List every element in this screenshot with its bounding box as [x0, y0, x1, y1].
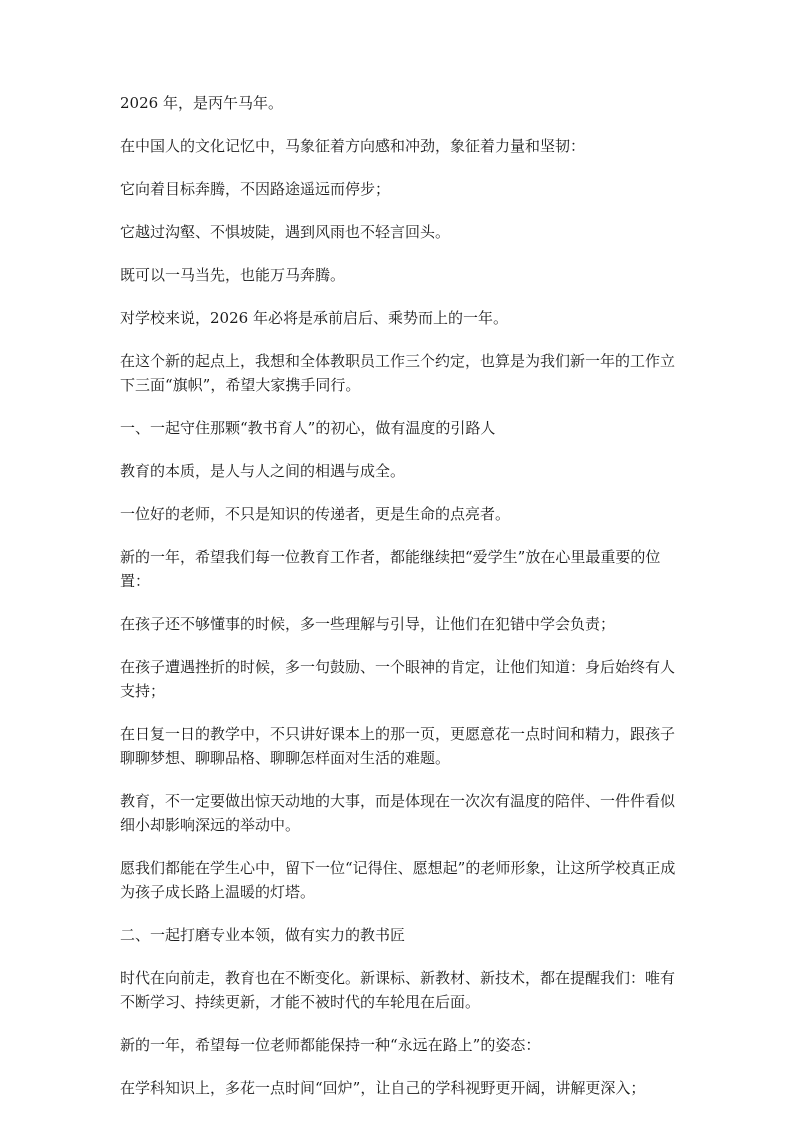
paragraph-horse-perseverance: 它越过沟壑、不惧坡陡，遇到风雨也不轻言回头。: [120, 223, 451, 241]
paragraph-horse-gallop: 它向着目标奔腾，不因路途遥远而停步；: [120, 180, 391, 198]
paragraph-horse-leading: 既可以一马当先，也能万马奔腾。: [120, 266, 346, 284]
paragraph-horse-symbolism: 在中国人的文化记忆中，马象征着方向感和冲劲，象征着力量和坚韧：: [120, 137, 586, 155]
section-heading-one: 一、一起守住那颗“教书育人”的初心，做有温度的引路人: [120, 419, 496, 437]
paragraph-school-year: 对学校来说，2026 年必将是承前启后、乘势而上的一年。: [120, 309, 508, 327]
paragraph-subject-knowledge: 在学科知识上，多花一点时间“回炉”，让自己的学科视野更开阔，讲解更深入；: [120, 1079, 646, 1097]
paragraph-understanding: 在孩子还不够懂事的时候，多一些理解与引导，让他们在犯错中学会负责；: [120, 615, 616, 633]
paragraph-good-teacher: 一位好的老师，不只是知识的传递者，更是生命的点亮者。: [120, 505, 511, 523]
paragraph-year-intro: 2026 年，是丙午马年。: [120, 94, 283, 112]
paragraph-love-students: 新的一年，希望我们每一位教育工作者，都能继续把“爱学生”放在心里最重要的位置：: [120, 548, 661, 590]
document-body: [120, 91, 680, 1119]
paragraph-always-on-the-road: 新的一年，希望每一位老师都能保持一种“永远在路上”的姿态：: [120, 1036, 541, 1054]
paragraph-daily-teaching: 在日复一日的教学中，不只讲好课本上的那一页，更愿意花一点时间和精力，跟孩子聊聊梦想、聊聊品格、聊聊怎样面对生活的难题。: [120, 725, 676, 767]
paragraph-warm-companionship: 教育，不一定要做出惊天动地的大事，而是体现在一次次有温度的陪伴、一件件看似细小却影响深远的举动中。: [120, 792, 676, 834]
paragraph-encouragement: 在孩子遭遇挫折的时候，多一句鼓励、一个眼神的肯定，让他们知道：身后始终有人支持；: [120, 658, 676, 700]
section-heading-two: 二、一起打磨专业本领，做有实力的教书匠: [120, 926, 406, 944]
paragraph-three-promises: 在这个新的起点上，我想和全体教职员工作三个约定，也算是为我们新一年的工作立下三面“旗帜”，希望大家携手同行。: [120, 352, 676, 394]
paragraph-times-change: 时代在向前走，教育也在不断变化。新课标、新教材、新技术，都在提醒我们：唯有不断学习、持续更新，才能不被时代的车轮甩在后面。: [120, 969, 676, 1011]
paragraph-lighthouse: 愿我们都能在学生心中，留下一位“记得住、愿想起”的老师形象，让这所学校真正成为孩子成长路上温暖的灯塔。: [120, 859, 676, 901]
paragraph-essence-of-education: 教育的本质，是人与人之间的相遇与成全。: [120, 462, 406, 480]
